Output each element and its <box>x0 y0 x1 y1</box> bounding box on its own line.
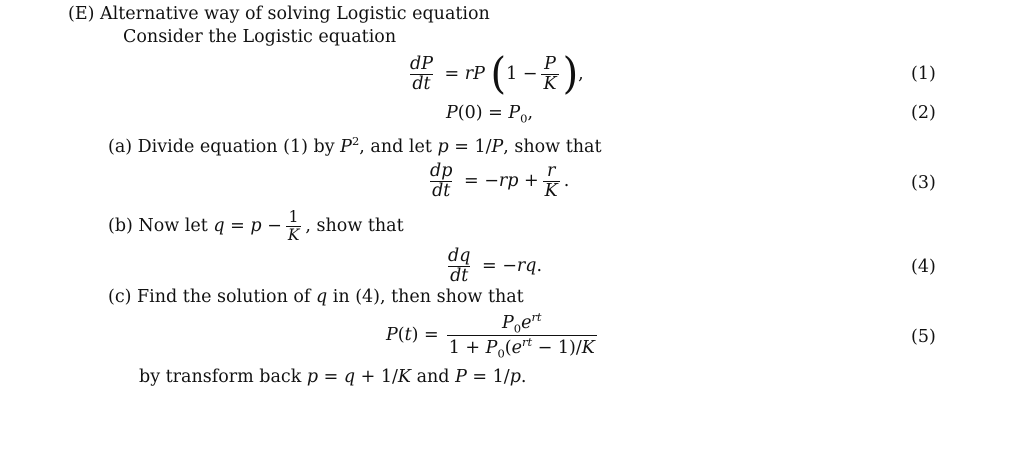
equation-2-number: (2) <box>911 103 936 123</box>
part-b-label: (b) Now let <box>108 216 208 236</box>
part-b-text2: , show that <box>305 216 404 236</box>
equation-3: $\frac{dp}{dt}$ = −rp + $\frac{r}{K}$ . <box>430 161 570 201</box>
intro-text: Consider the Logistic equation <box>123 27 397 47</box>
part-b-text: (b) Now let q = p − $\frac{1}{K}$ , show that <box>108 208 404 244</box>
part-c-text2: in (4), then show that <box>332 287 524 307</box>
part-c-text: (c) Find the solution of q in (4), then show that <box>108 287 524 307</box>
closing-text1: by transform back <box>139 367 302 387</box>
equation-3-number: (3) <box>911 173 936 193</box>
part-a-label: (a) Divide equation (1) by <box>108 136 335 157</box>
equation-4-number: (4) <box>911 257 936 277</box>
equation-4: $\frac{dq}{dt}$ = −rq. <box>448 246 543 286</box>
equation-1-number: (1) <box>911 64 936 84</box>
part-a-text: (a) Divide equation (1) by $P^2$, and let p = 1/P, show that <box>108 134 602 157</box>
equation-5-number: (5) <box>911 327 936 347</box>
equation-5: P ( t ) = $\frac{P_0e^{rt}}{1 + P_0(e^{rt} - 1)/K}$ <box>386 310 595 360</box>
part-a-text3: , show that <box>503 136 602 157</box>
part-a-text2: , and let <box>359 136 432 157</box>
part-c-label: (c) Find the solution of <box>108 287 311 307</box>
closing-text2: and <box>416 367 450 387</box>
equation-2: $P(0) = P_0$, <box>446 103 534 126</box>
closing-text: by transform back p = q + 1/K and P = 1/p. <box>139 367 527 387</box>
section-heading: (E) Alternative way of solving Logistic equation <box>68 4 490 24</box>
equation-1: $\frac{dP}{dt}$ = rP ( 1 − $\frac{P}{K}$ ) , <box>410 49 584 99</box>
